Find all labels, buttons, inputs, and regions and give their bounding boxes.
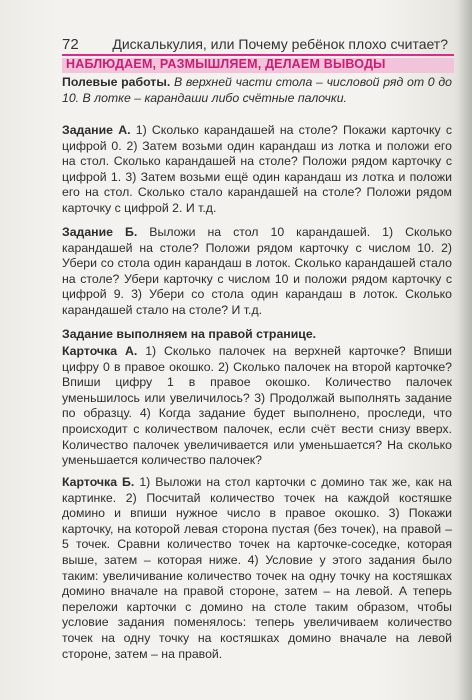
page-header <box>62 36 454 54</box>
page-number: 72 <box>62 36 79 53</box>
task-a-lead: Задание А. <box>62 123 131 137</box>
running-title: Дискалькулия, или Почему ребёнок плохо считает? <box>112 36 448 52</box>
right-page-note-text: Задание выполняем на правой странице. <box>62 327 317 341</box>
card-b-paragraph <box>62 475 452 662</box>
field-work-lead: Полевые работы. <box>62 75 171 89</box>
field-work-paragraph <box>62 75 452 106</box>
page-edge-shadow <box>458 0 472 700</box>
section-heading-bar <box>62 58 454 73</box>
task-a-text: 1) Сколько карандашей на столе? Покажи карточку с цифрой 0. 2) Затем возьми один карандаш из лотка и положи его на стол. Сколько карандашей на столе? Положи рядом карточку с цифрой 1. 3) Затем возьми ещё один карандаш из лотка и положи его на стол. Сколько стало карандашей на столе? Положи рядом карточку с цифрой 2. И т.д. <box>62 123 453 215</box>
task-b-paragraph <box>62 225 452 319</box>
field-work-text: В верхней части стола – числовой ряд от 0 до 10. В лотке – карандаши либо счётные палочки. <box>62 75 452 105</box>
card-a-lead: Карточка А. <box>62 344 138 358</box>
card-a-text: 1) Сколько палочек на верхней карточке? Впиши цифру 0 в правое окошко. 2) Сколько палочек на второй карточке? Впиши цифру 1 в правое окошко. Количество палочек уменьшилось или увеличилось? 3) Продолжай выполнять задание по образцу. 4) Когда задание будет выполнено, проследи, что происходит с количеством палочек, если счёт вести снизу вверх. Количество палочек увеличивается или уменьшается? На сколько уменьшается количество палочек? <box>62 344 452 468</box>
card-b-text: 1) Выложи на стол карточки с домино так же, как на картинке. 2) Посчитай количество точек на каждой костяшке домино и впиши нужное число в правое окошко. 3) Покажи карточку, на которой левая сторона пустая (без точек), на правой – 5 точек. Сравни количество точек на карточке-соседке, которая выше, затем – которая ниже. 4) Условие у этого задания было таким: увеличивание количество точек на одну точку на костяшках домино вначале на правой стороне, затем – на левой. А теперь переложи карточки с домино на столе таким образом, чтобы условие задания поменялось: теперь увеличиваем количество точек на одну точку на костяшках домино вначале на левой стороне, затем – на правой. <box>62 475 453 661</box>
right-page-note <box>62 327 452 343</box>
header-rule <box>62 54 454 56</box>
task-b-text: Выложи на стол 10 карандашей. 1) Сколько карандашей на столе? Положи рядом карточку с числом 10. 2) Убери со стола один карандаш в лоток. Сколько карандашей стало на столе? Убери карточку с числом 10 и положи рядом карточку с цифрой 9. 3) Убери со стола один карандаш в лоток. Сколько карандашей стало на столе? И т.д. <box>62 225 452 317</box>
task-b-lead: Задание Б. <box>62 225 138 239</box>
card-b-lead: Карточка Б. <box>62 475 135 489</box>
task-a-paragraph <box>62 123 452 217</box>
card-a-paragraph <box>62 344 452 469</box>
section-title: НАБЛЮДАЕМ, РАЗМЫШЛЯЕМ, ДЕЛАЕМ ВЫВОДЫ <box>66 57 386 71</box>
